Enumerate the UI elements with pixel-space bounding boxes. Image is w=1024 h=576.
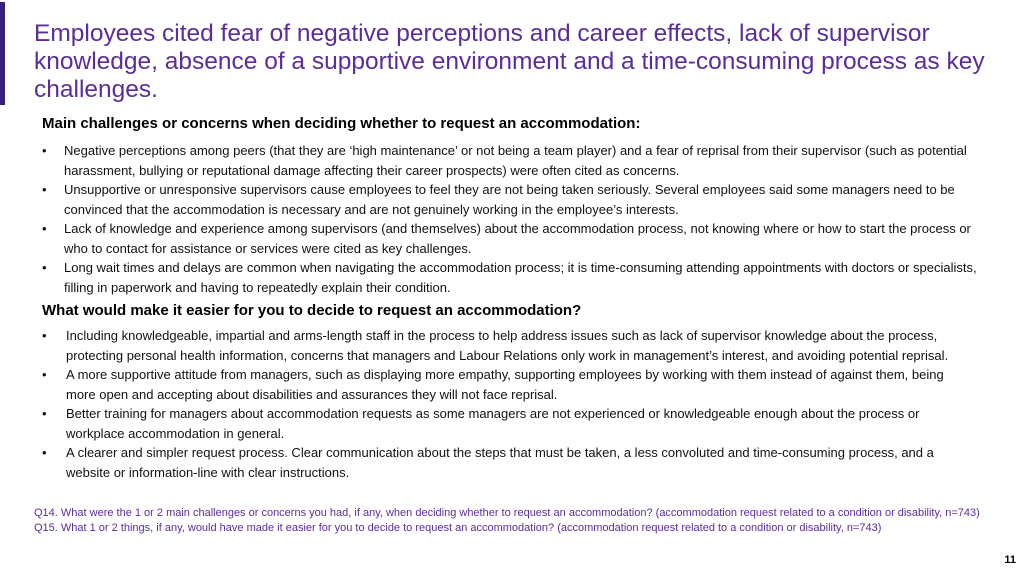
section-heading-improvements: What would make it easier for you to decide to request an accommodation? — [42, 302, 582, 319]
list-item — [40, 326, 960, 365]
footnotes — [34, 506, 994, 536]
list-item — [40, 365, 960, 404]
list-item-text: Unsupportive or unresponsive supervisors cause employees to feel they are not being taken seriously. Several employees said some managers need to be convinced that the accommodation is necessary and are not genuinely working in the employee’s interests. — [64, 182, 955, 217]
bullet-icon: • — [42, 260, 47, 275]
list-item — [40, 141, 985, 180]
list-item — [40, 219, 985, 258]
bullet-icon: • — [42, 406, 47, 421]
bullet-icon: • — [42, 182, 47, 197]
list-item-text: A clearer and simpler request process. Clear communication about the steps that must be taken, a less convoluted and time-consuming process, and a website or information-line with clear instructions. — [66, 445, 934, 480]
list-item — [40, 180, 985, 219]
list-item-text: Lack of knowledge and experience among supervisors (and themselves) about the accommodation process, not knowing where or how to start the process or who to contact for assistance or services were cited as key challenges. — [64, 221, 971, 256]
list-item-text: Better training for managers about accommodation requests as some managers are not experienced or knowledgeable enough about the process or workplace accommodation in general. — [66, 406, 920, 441]
list-item — [40, 404, 960, 443]
bullet-icon: • — [42, 221, 47, 236]
page-number: 11 — [1004, 554, 1016, 566]
page-title: Employees cited fear of negative perceptions and career effects, lack of supervisor knowledge, absence of a supportive environment and a time-consuming process as key challenges. — [34, 20, 985, 103]
list-item-text: Negative perceptions among peers (that they are ‘high maintenance’ or not being a team player) and a fear of reprisal from their supervisor (such as potential harassment, bullying or reputational damage affecting their career prospects) were often cited as concerns. — [64, 143, 967, 178]
section-heading-challenges: Main challenges or concerns when deciding whether to request an accommodation: — [42, 115, 641, 132]
list-item — [40, 258, 985, 297]
list-item-text: Long wait times and delays are common when navigating the accommodation process; it is time-consuming attending appointments with doctors or specialists, filling in paperwork and having to repeatedly explain their condition. — [64, 260, 977, 295]
bullet-icon: • — [42, 143, 47, 158]
list-item — [40, 443, 960, 482]
challenges-list — [40, 141, 985, 297]
list-item-text: A more supportive attitude from managers, such as displaying more empathy, supporting employees by working with them instead of against them, being more open and accepting about disabilities and assurances they will not face reprisal. — [66, 367, 944, 402]
bullet-icon: • — [42, 367, 47, 382]
list-item-text: Including knowledgeable, impartial and arms-length staff in the process to help address issues such as lack of supervisor knowledge about the process, protecting personal health information, concerns that managers and Labour Relations only work in management’s interest, and avoiding potential reprisal. — [66, 328, 949, 363]
bullet-icon: • — [42, 445, 47, 460]
footnote-q14: Q14. What were the 1 or 2 main challenges or concerns you had, if any, when deciding whether to request an accommodation? (accommodation request related to a condition or disability, n=743) — [34, 507, 980, 519]
improvements-list — [40, 326, 960, 482]
accent-bar — [0, 2, 5, 105]
bullet-icon: • — [42, 328, 47, 343]
footnote-q15: Q15. What 1 or 2 things, if any, would have made it easier for you to decide to request an accommodation? (accommodation request related to a condition or disability, n=743) — [34, 522, 882, 534]
